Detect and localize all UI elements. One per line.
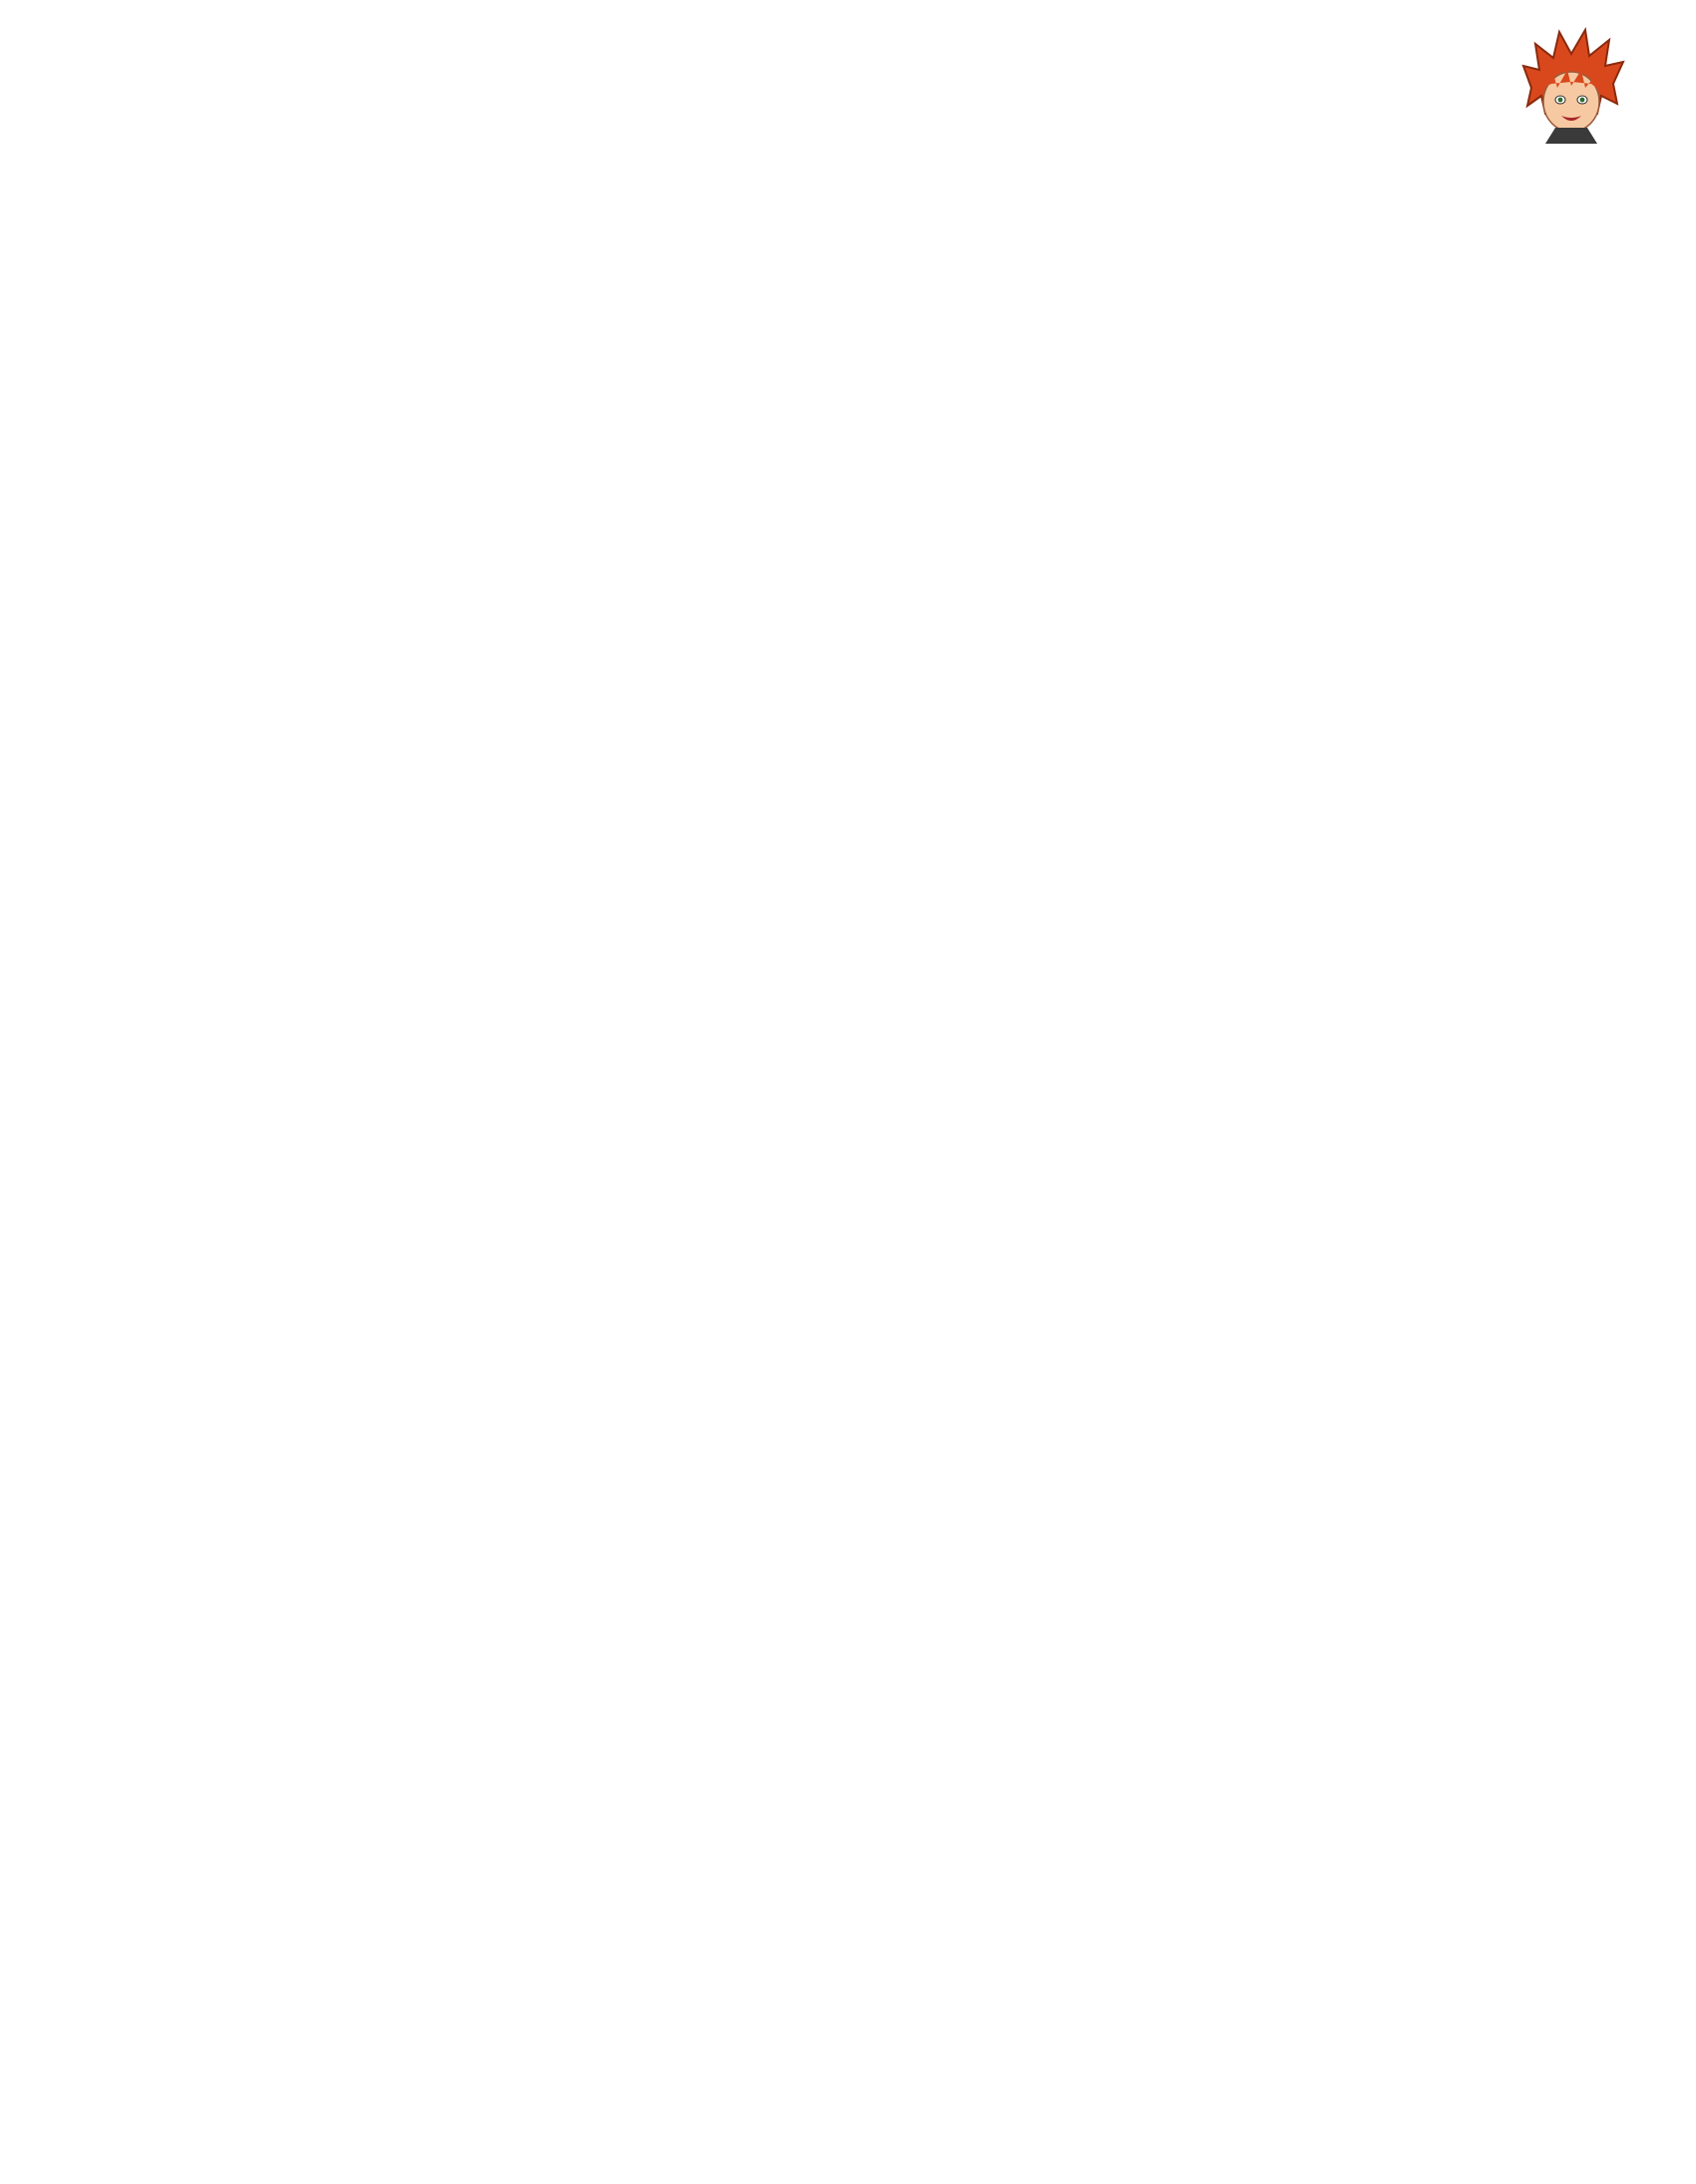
mundo-ocs-logo [1501,26,1641,172]
logo-graphic [1501,26,1641,172]
